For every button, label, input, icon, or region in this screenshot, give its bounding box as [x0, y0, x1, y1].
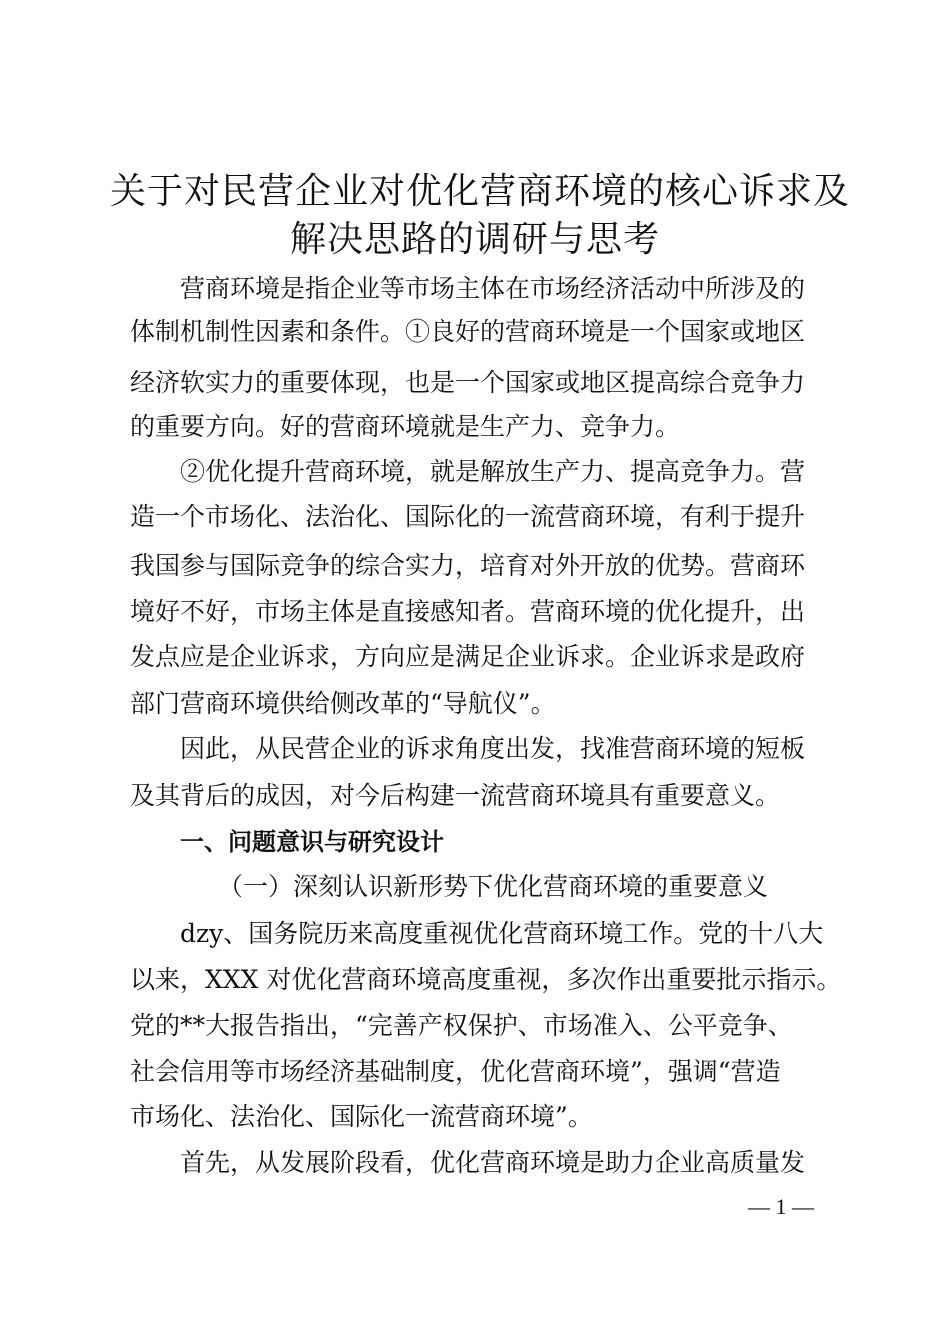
paragraph-line: ②优化提升营商环境，就是解放生产力、提高竞争力。营 [180, 457, 806, 486]
paragraph-line: 社会信用等市场经济基础制度，优化营商环境”，强调“营造 [130, 1057, 781, 1086]
paragraph-line: 首先，从发展阶段看，优化营商环境是助力企业高质量发 [180, 1148, 806, 1177]
paragraph-line: 造一个市场化、法治化、国际化的一流营商环境，有利于提升 [130, 502, 806, 531]
section-heading: 一、问题意识与研究设计 [180, 828, 444, 856]
subsection-heading: （一）深刻认识新形势下优化营商环境的重要意义 [218, 872, 769, 901]
paragraph-line: 部门营商环境供给侧改革的“导航仪”。 [130, 689, 556, 718]
paragraph-line: dzy、国务院历来高度重视优化营商环境工作。党的十八大 [180, 919, 824, 948]
paragraph-line: 的重要方向。好的营商环境就是生产力、竞争力。 [130, 412, 681, 441]
paragraph-line: 及其背后的成因，对今后构建一流营商环境具有重要意义。 [130, 781, 781, 810]
paragraph-line: 营商环境是指企业等市场主体在市场经济活动中所涉及的 [180, 274, 806, 303]
paragraph-line: 党的**大报告指出，“完善产权保护、市场准入、公平竞争、 [130, 1011, 793, 1040]
paragraph-line: 以来，XXX 对优化营商环境高度重视，多次作出重要批示指示。 [130, 965, 842, 994]
document-title-line-2: 解决思路的调研与思考 [289, 219, 660, 260]
document-title-line-1: 关于对民营企业对优化营商环境的核心诉求及 [110, 171, 851, 212]
paragraph-line: 体制机制性因素和条件。①良好的营商环境是一个国家或地区 [130, 317, 806, 346]
page-number: — 1 — [748, 1194, 814, 1219]
paragraph-line: 境好不好，市场主体是直接感知者。营商环境的优化提升，出 [130, 597, 806, 626]
paragraph-line: 发点应是企业诉求，方向应是满足企业诉求。企业诉求是政府 [130, 642, 806, 671]
paragraph-line: 我国参与国际竞争的综合实力，培育对外开放的优势。营商环 [130, 551, 806, 580]
paragraph-line: 市场化、法治化、国际化一流营商环境”。 [130, 1102, 593, 1131]
paragraph-line: 因此，从民营企业的诉求角度出发，找准营商环境的短板 [180, 734, 806, 763]
paragraph-line: 经济软实力的重要体现，也是一个国家或地区提高综合竞争力 [130, 368, 806, 397]
